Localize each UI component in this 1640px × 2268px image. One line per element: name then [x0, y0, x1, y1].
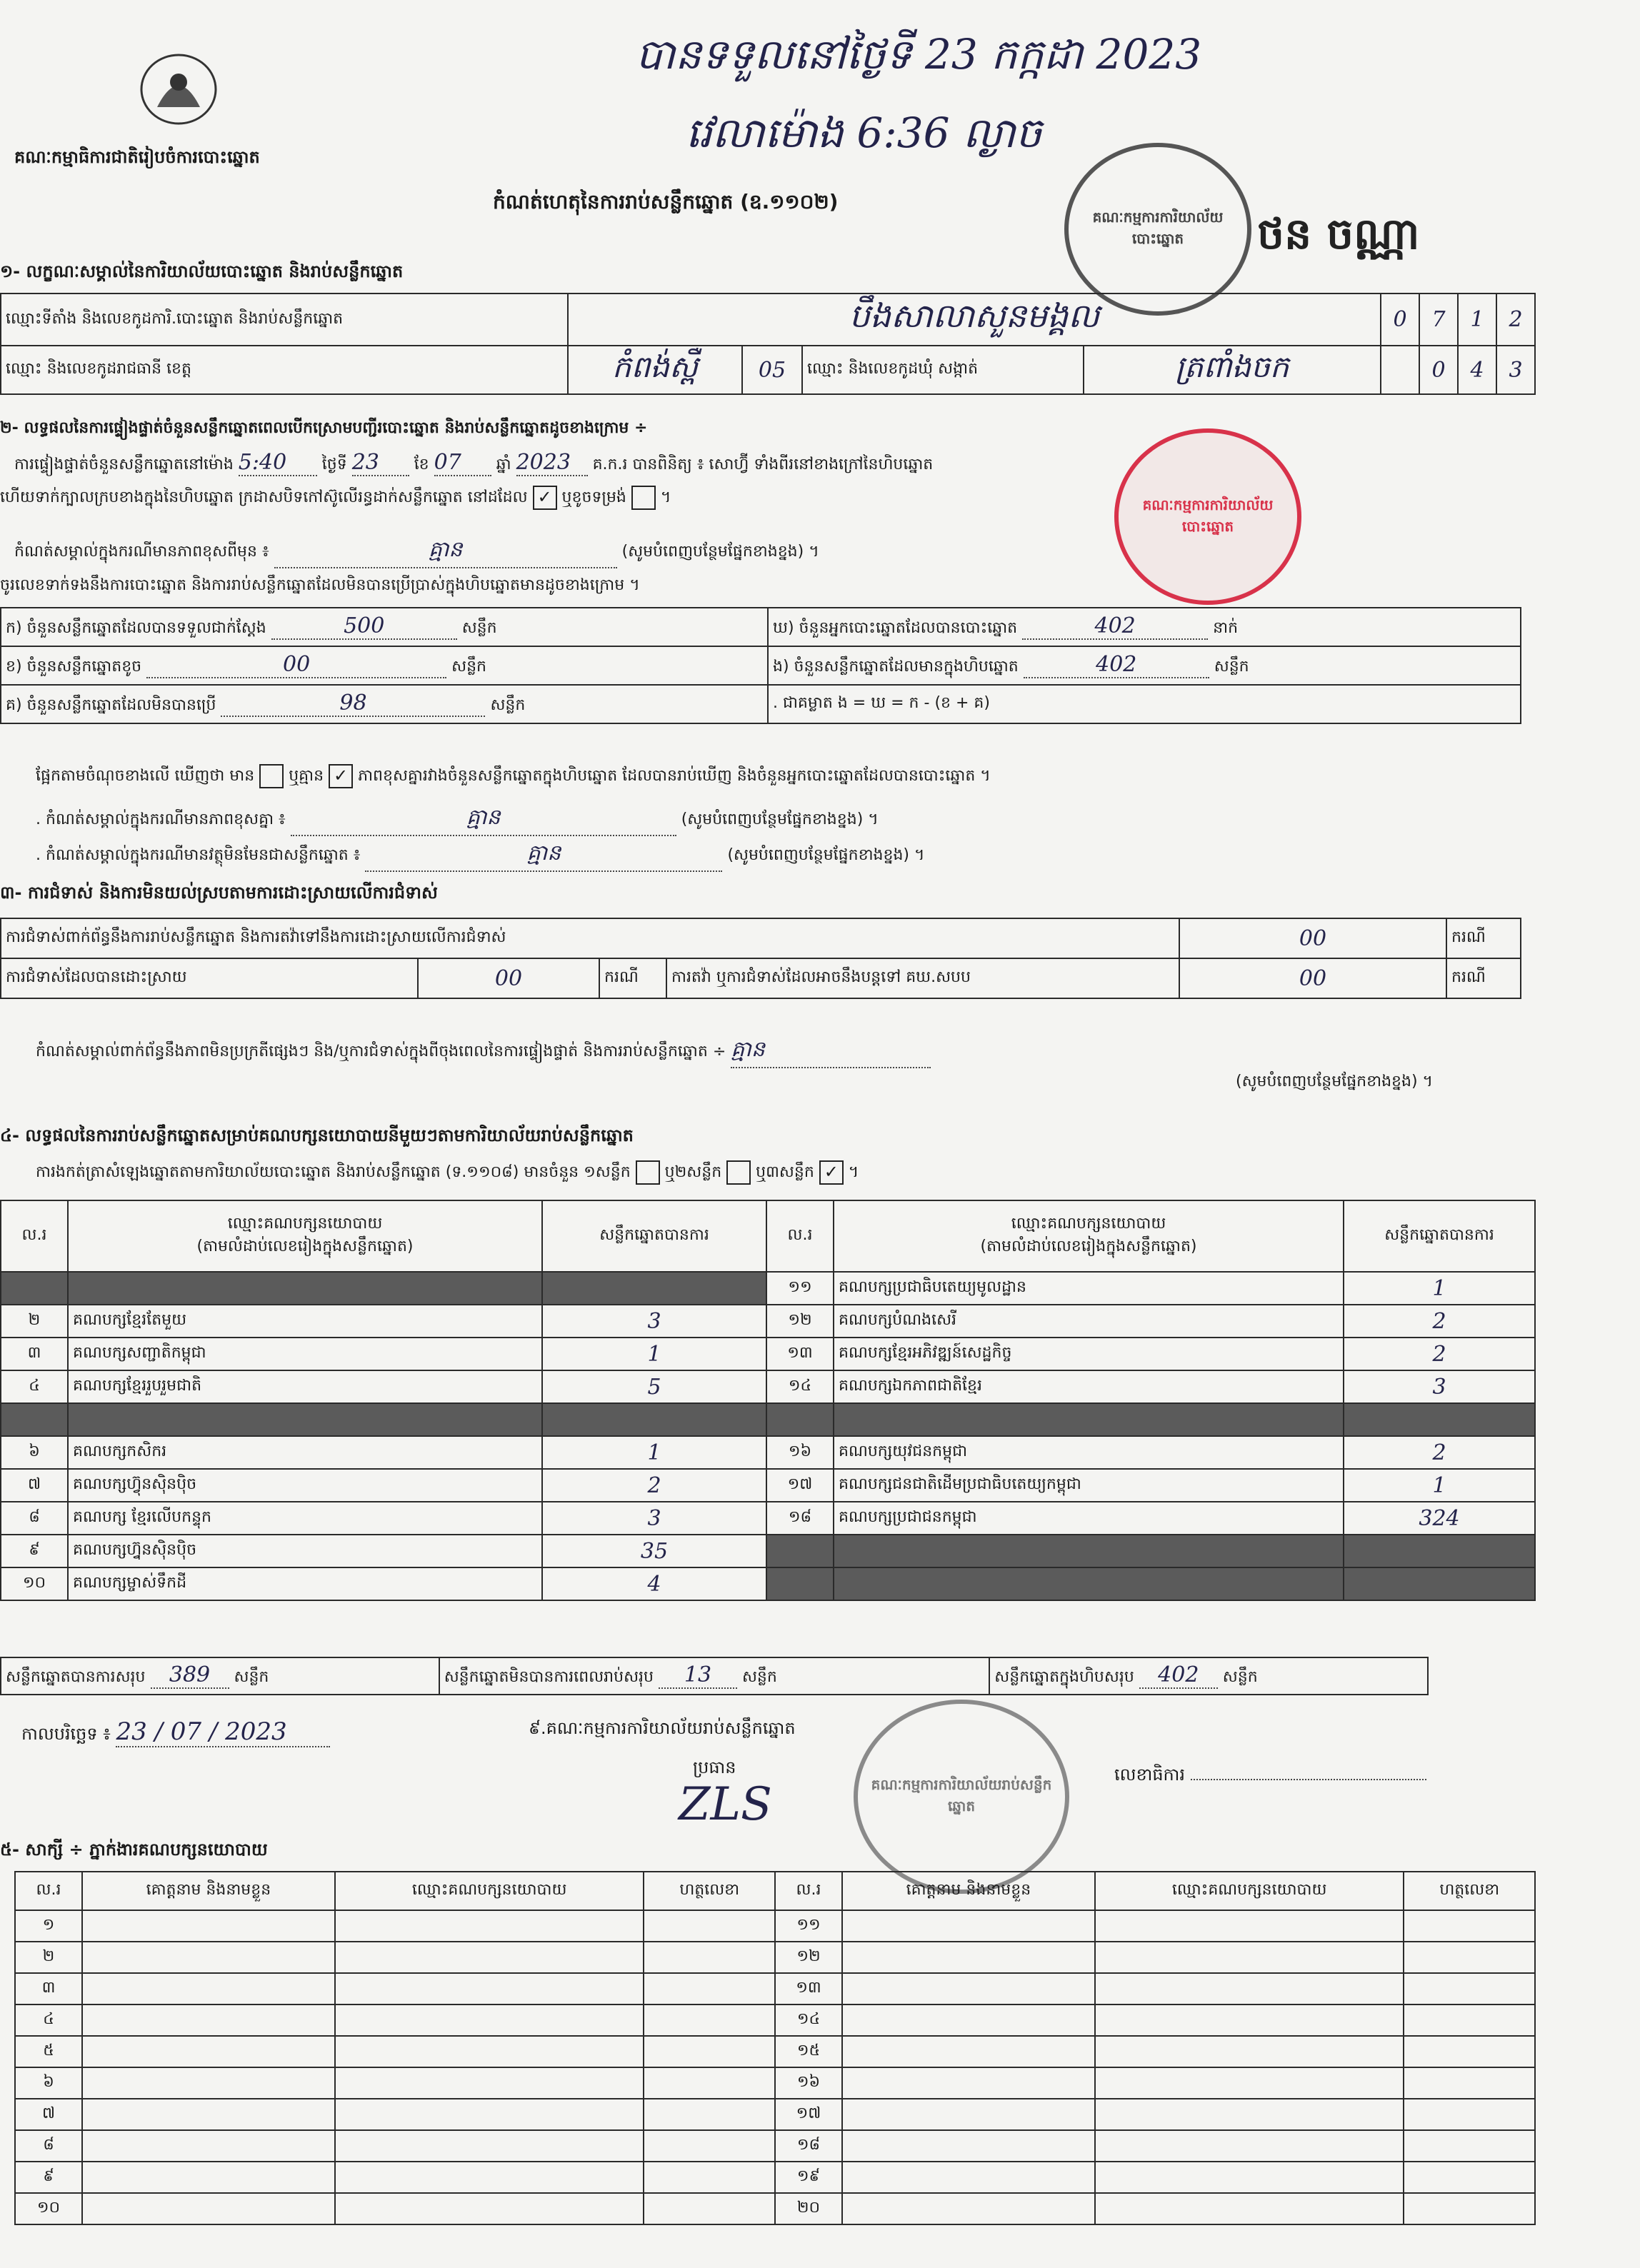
witness-col-no-right: ល.រ [775, 1872, 842, 1910]
objections-value: 00 [1179, 918, 1446, 958]
commune-value: ត្រពាំងចក [1084, 346, 1381, 394]
party-name [68, 1403, 542, 1436]
witness-signature[interactable] [1404, 2193, 1535, 2224]
resolved-label: ការជំទាស់ដែលបានដោះស្រាយ [1, 958, 418, 998]
party-name: គណបក្សឯកភាពជាតិខ្មែរ [834, 1370, 1344, 1403]
witness-no: ៧ [15, 2099, 82, 2130]
witness-signature[interactable] [1404, 2004, 1535, 2036]
party-votes [1344, 1567, 1535, 1600]
party-name: គណបក្សយុវជនកម្ពុជា [834, 1436, 1344, 1469]
witness-party[interactable] [335, 2130, 644, 2162]
witness-row [15, 2099, 1535, 2130]
section3-note: កំណត់សម្គាល់ពាក់ព័ន្ធនឹងភាពមិនប្រក្រតីផ្សេងៗ និង/ឬការជំទាស់ក្នុងពីចុងពេលនៃការផ្ទៀងផ្ទាត់ និងការរាប់សន្លឹកឆ្នោត ÷ គ្មាន [36, 1035, 1607, 1068]
party-no: ៩ [1, 1535, 68, 1567]
witness-no: ៦ [15, 2067, 82, 2099]
official-stamp-red: គណៈកម្មការការិយាល័យបោះឆ្នោត [1114, 428, 1301, 605]
witness-party[interactable] [1095, 2193, 1404, 2224]
party-name: គណបក្ស ខ្មែរលើបកន្ទុក [68, 1502, 542, 1535]
party-votes: 4 [542, 1567, 766, 1600]
witness-party[interactable] [335, 1942, 644, 1973]
party-name: គណបក្សខ្មែរតែមួយ [68, 1305, 542, 1338]
witness-no: ៤ [15, 2004, 82, 2036]
party-name [834, 1403, 1344, 1436]
witness-name[interactable] [82, 2193, 335, 2224]
witness-no: ៨ [15, 2130, 82, 2162]
witness-signature[interactable] [1404, 2067, 1535, 2099]
party-name [834, 1567, 1344, 1600]
party-no [766, 1403, 834, 1436]
committee-label: ៩.គណៈកម្មការការិយាល័យរាប់សន្លឹកឆ្នោត [529, 1718, 796, 1738]
party-no: ៤ [1, 1370, 68, 1403]
witness-party[interactable] [335, 2162, 644, 2193]
witness-party[interactable] [1095, 1973, 1404, 2004]
witness-no: ៩ [15, 2162, 82, 2193]
party-votes: 1 [1344, 1272, 1535, 1305]
party-no [1, 1403, 68, 1436]
witness-name[interactable] [842, 2162, 1095, 2193]
totals-table [0, 1657, 1429, 1695]
section5-heading: ៥- សាក្សី ÷ ភ្នាក់ងារគណបក្សនយោបាយ [0, 1840, 268, 1860]
witness-party[interactable] [1095, 2036, 1404, 2067]
col-votes-left: សន្លឹកឆ្នោតបានការ [542, 1200, 766, 1272]
section2-line2: ហើយទាក់ក្បាលក្របខាងក្នុងនៃហិបឆ្នោត ក្រដាសបិទកៅស៊ូលើរន្ធដាក់សន្លឹកឆ្នោត នៅដដែល ✓ ឬខូចទម្រង់ ។ [0, 486, 671, 510]
ballot-count-table [0, 607, 1521, 724]
party-votes: 2 [1344, 1436, 1535, 1469]
witness-name[interactable] [842, 2130, 1095, 2162]
witness-party[interactable] [335, 2099, 644, 2130]
witness-signature[interactable] [644, 1942, 775, 1973]
party-votes: 35 [542, 1535, 766, 1567]
witness-col-party-right: ឈ្មោះគណបក្សនយោបាយ [1095, 1872, 1404, 1910]
witness-signature[interactable] [1404, 2162, 1535, 2193]
party-no: ១៤ [766, 1370, 834, 1403]
party-no: ១២ [766, 1305, 834, 1338]
witness-signature[interactable] [644, 2162, 775, 2193]
witness-signature[interactable] [1404, 2036, 1535, 2067]
commune-label: ឈ្មោះ និងលេខកូដឃុំ សង្កាត់ [802, 346, 1084, 394]
witness-signature[interactable] [644, 2130, 775, 2162]
col-no-right: ល.រ [766, 1200, 834, 1272]
doc-title: កំណត់ហេតុនៃការរាប់សន្លឹកឆ្នោត (ឧ.១១០២) [493, 190, 839, 214]
party-results-row [1, 1469, 1535, 1502]
section3-note-end: (សូមបំពេញបន្ថែមផ្នែកខាងខ្នង) ។ [1236, 1073, 1434, 1090]
party-name: គណបក្សហ្វ៊ុនស៊ិនប៉ិច [68, 1535, 542, 1567]
col-votes-right: សន្លឹកឆ្នោតបានការ [1344, 1200, 1535, 1272]
section2-line7: . កំណត់សម្គាល់ក្នុងករណីមានវត្ថុមិនមែនជាសន្លឹកឆ្នោត ៖ គ្មាន (សូមបំពេញបន្ថែមផ្នែកខាងខ្នង) ។ [36, 839, 925, 872]
received-ballots: ក) ចំនួនសន្លឹកឆ្នោតដែលបានទទួលជាក់ស្តែង 500 សន្លឹក [1, 608, 768, 646]
witness-no: ១៤ [775, 2004, 842, 2036]
witness-row [15, 1942, 1535, 1973]
col-party-left: ឈ្មោះគណបក្សនយោបាយ (តាមលំដាប់លេខរៀងក្នុងសន្លឹកឆ្នោត) [68, 1200, 542, 1272]
party-name: គណបក្សប្រជាធិបតេយ្យមូលដ្ឋាន [834, 1272, 1344, 1305]
witness-party[interactable] [335, 2067, 644, 2099]
party-results-row [1, 1436, 1535, 1469]
section3-heading: ៣- ការជំទាស់ និងការមិនយល់ស្របតាមការដោះស្រាយលើការជំទាស់ [0, 883, 438, 903]
section2-line3: កំណត់សម្គាល់ក្នុងករណីមានភាពខុសពីមុន ៖ គ្មាន (សូមបំពេញបន្ថែមផ្នែកខាងខ្នង) ។ [14, 536, 819, 568]
witness-table [14, 1871, 1536, 2225]
party-votes: 2 [1344, 1305, 1535, 1338]
party-name [68, 1272, 542, 1305]
witness-party[interactable] [1095, 2067, 1404, 2099]
objections-table [0, 918, 1521, 999]
party-results-row [1, 1272, 1535, 1305]
party-no: ១០ [1, 1567, 68, 1600]
official-stamp-bottom: គណៈកម្មការការិយាល័យរាប់សន្លឹកឆ្នោត [854, 1700, 1069, 1894]
witness-name[interactable] [842, 2036, 1095, 2067]
total-invalid: សន្លឹកឆ្នោតមិនបានការពេលរាប់សរុប 13 សន្លឹក [439, 1657, 990, 1695]
sheets-2-checkbox[interactable] [726, 1160, 751, 1185]
total-valid: សន្លឹកឆ្នោតបានការសរុប 389 សន្លឹក [1, 1657, 439, 1695]
party-votes [1344, 1535, 1535, 1567]
party-no: ៨ [1, 1502, 68, 1535]
party-name: គណបក្សខ្មែរអភិវឌ្ឍន៍សេដ្ឋកិច្ច [834, 1338, 1344, 1370]
commune-code-3: 3 [1496, 346, 1535, 394]
province-code: 05 [742, 346, 802, 394]
party-name: គណបក្សម្ចាស់ទឹកដី [68, 1567, 542, 1600]
resolved-value: 00 [418, 958, 599, 998]
party-name [834, 1535, 1344, 1567]
party-votes: 3 [1344, 1370, 1535, 1403]
party-name: គណបក្សសញ្ជាតិកម្ពុជា [68, 1338, 542, 1370]
witness-name[interactable] [82, 1973, 335, 2004]
party-votes [542, 1272, 766, 1305]
witness-party[interactable] [335, 1973, 644, 2004]
signer-name: ថន ចណ្ណា [1257, 209, 1420, 259]
chair-label: ប្រធាន [693, 1757, 736, 1777]
party-votes: 1 [542, 1338, 766, 1370]
party-name: គណបក្សជនជាតិដើមប្រជាធិបតេយ្យកម្ពុជា [834, 1469, 1344, 1502]
witness-no: ១៩ [775, 2162, 842, 2193]
party-name: គណបក្សបំណងសេរី [834, 1305, 1344, 1338]
section2-line5: ផ្អែកតាមចំណុចខាងលើ ឃើញថា មាន ឬគ្មាន ✓ ភាពខុសគ្នារវាងចំនួនសន្លឹកឆ្នោតក្នុងហិបឆ្នោត ដែលបានរាប់ឃើញ និងចំនួនអ្នកបោះឆ្នោតដែលបានបោះឆ្នោត ។ [36, 764, 991, 788]
party-votes: 5 [542, 1370, 766, 1403]
party-votes [1344, 1403, 1535, 1436]
date-line: កាលបរិច្ឆេទ ៖ 23 / 07 / 2023 [21, 1717, 330, 1748]
witness-name[interactable] [82, 2004, 335, 2036]
witness-no: ១៧ [775, 2099, 842, 2130]
witness-signature[interactable] [1404, 1910, 1535, 1942]
witness-signature[interactable] [644, 2193, 775, 2224]
party-no: ៦ [1, 1436, 68, 1469]
party-results-row [1, 1305, 1535, 1338]
resolved-unit: ករណី [599, 958, 666, 998]
party-results-row [1, 1535, 1535, 1567]
difference-formula: . ជាគម្លាត ង = ឃ = ក - (ខ + គ) [768, 685, 1521, 723]
witness-party[interactable] [335, 1910, 644, 1942]
witness-party[interactable] [1095, 2004, 1404, 2036]
section2-line1: ការផ្ទៀងផ្ទាត់ចំនួនសន្លឹកឆ្នោតនៅម៉ោង 5:40 ថ្ងៃទី 23 ខែ 07 ឆ្នាំ 2023 គ.ក.រ បានពិនិត្យ ៖ សោហ្វ៊ី ទាំងពីរនៅខាងក្រៅនៃហិបឆ្នោត [14, 450, 934, 475]
appeals-value: 00 [1179, 958, 1446, 998]
witness-party[interactable] [335, 2004, 644, 2036]
national-emblem [136, 50, 221, 129]
location-label: ឈ្មោះទីតាំង និងលេខកូដការិ.បោះឆ្នោត និងរាប់សន្លឹកឆ្នោត [1, 293, 568, 346]
party-no [1, 1272, 68, 1305]
witness-name[interactable] [842, 1973, 1095, 2004]
seal-intact-checkbox[interactable]: ✓ [533, 486, 557, 510]
party-no: ៣ [1, 1338, 68, 1370]
location-code-3: 1 [1458, 293, 1496, 346]
section2-heading: ២- លទ្ធផលនៃការផ្ទៀងផ្ទាត់ចំនួនសន្លឹកឆ្នោតពេលបើកស្រោមបញ្ជីរបោះឆ្នោត និងរាប់សន្លឹកឆ្នោតដូចខាងក្រោម ÷ [0, 419, 648, 437]
sheets-1-checkbox[interactable] [636, 1160, 660, 1185]
witness-signature[interactable] [644, 1973, 775, 2004]
witness-no: ៣ [15, 1973, 82, 2004]
handwritten-received-line2: វេលាម៉ោង 6:36 ល្ងាច [686, 109, 1042, 157]
party-no: ១៧ [766, 1469, 834, 1502]
witness-no: ១៦ [775, 2067, 842, 2099]
witness-name[interactable] [82, 1910, 335, 1942]
appeals-unit: ករណី [1446, 958, 1521, 998]
section4-line: ការងកត់ត្រាសំឡេងឆ្នោតតាមការិយាល័យបោះឆ្នោត និងរាប់សន្លឹកឆ្នោត (ទ.១១០៨) មានចំនួន ១សន្លឹក ឬ២សន្លឹក ឬ៣សន្លឹក ✓ ។ [36, 1160, 859, 1185]
witness-signature[interactable] [644, 2099, 775, 2130]
party-results-row [1, 1338, 1535, 1370]
witness-col-sign-right: ហត្ថលេខា [1404, 1872, 1535, 1910]
party-name: គណបក្សកសិករ [68, 1436, 542, 1469]
witness-signature[interactable] [644, 1910, 775, 1942]
location-value: បឹងសាលាសួនមង្គល [568, 293, 1381, 346]
witness-name[interactable] [82, 2162, 335, 2193]
witness-row [15, 2193, 1535, 2224]
witness-signature[interactable] [644, 2036, 775, 2067]
witness-row [15, 2162, 1535, 2193]
witness-name[interactable] [82, 2130, 335, 2162]
witness-signature[interactable] [1404, 1973, 1535, 2004]
witness-party[interactable] [335, 2193, 644, 2224]
witness-row [15, 2004, 1535, 2036]
witness-no: ១២ [775, 1942, 842, 1973]
witness-no: ១ [15, 1910, 82, 1942]
col-no-left: ល.រ [1, 1200, 68, 1272]
witness-col-sign-left: ហត្ថលេខា [644, 1872, 775, 1910]
party-votes [542, 1403, 766, 1436]
difference-yes-checkbox[interactable] [259, 764, 284, 788]
party-votes: 2 [1344, 1338, 1535, 1370]
witness-party[interactable] [1095, 1910, 1404, 1942]
party-votes: 2 [542, 1469, 766, 1502]
party-no: ១៣ [766, 1338, 834, 1370]
witness-col-name-left: គោត្តនាម និងនាមខ្លួន [82, 1872, 335, 1910]
commune-code-1: 0 [1419, 346, 1458, 394]
witness-name[interactable] [842, 2004, 1095, 2036]
section2-line6: . កំណត់សម្គាល់ក្នុងករណីមានភាពខុសគ្នា ៖ គ្មាន (សូមបំពេញបន្ថែមផ្នែកខាងខ្នង) ។ [36, 803, 879, 836]
party-results-row [1, 1567, 1535, 1600]
witness-no: ៥ [15, 2036, 82, 2067]
party-name: គណបក្សហ៊្វុនស៊ិនប៉ិច [68, 1469, 542, 1502]
witness-name[interactable] [842, 1910, 1095, 1942]
witness-row [15, 2130, 1535, 2162]
witness-signature[interactable] [644, 2004, 775, 2036]
witness-name[interactable] [82, 2099, 335, 2130]
unused-ballots: គ) ចំនួនសន្លឹកឆ្នោតដែលមិនបានប្រើ 98 សន្លឹក [1, 685, 768, 723]
party-results-row [1, 1403, 1535, 1436]
section1-heading: ១- លក្ខណៈសម្គាល់នៃការិយាល័យបោះឆ្នោត និងរាប់សន្លឹកឆ្នោត [0, 261, 404, 281]
witness-signature[interactable] [1404, 2099, 1535, 2130]
party-results-table [0, 1200, 1536, 1601]
objections-label: ការជំទាស់ពាក់ព័ន្ធនឹងការរាប់សន្លឹកឆ្នោត និងការតវ៉ាទៅនឹងការដោះស្រាយលើការជំទាស់ [1, 918, 1179, 958]
total-box: សន្លឹកឆ្នោតក្នុងហិបសរុប 402 សន្លឹក [989, 1657, 1428, 1695]
seal-damaged-checkbox[interactable] [631, 486, 656, 510]
party-no: ៧ [1, 1469, 68, 1502]
party-no [766, 1535, 834, 1567]
witness-signature[interactable] [644, 2067, 775, 2099]
commune-code-2: 4 [1458, 346, 1496, 394]
difference-no-checkbox[interactable]: ✓ [329, 764, 353, 788]
party-name: គណបក្សប្រជាជនកម្ពុជា [834, 1502, 1344, 1535]
witness-name[interactable] [82, 2036, 335, 2067]
witness-row [15, 2067, 1535, 2099]
party-votes: 324 [1344, 1502, 1535, 1535]
witness-col-no-left: ល.រ [15, 1872, 82, 1910]
voters-voted: ឃ) ចំនួនអ្នកបោះឆ្នោតដែលបានបោះឆ្នោត 402 នាក់ [768, 608, 1521, 646]
witness-row [15, 2036, 1535, 2067]
witness-party[interactable] [1095, 2130, 1404, 2162]
handwritten-received-line1: បានទទួលនៅថ្ងៃទី 23 កក្កដា 2023 [636, 30, 1202, 79]
province-value: កំពង់ស្ពឺ [568, 346, 742, 394]
ballots-in-box: ង) ចំនួនសន្លឹកឆ្នោតដែលមានក្នុងហិបឆ្នោត 402 សន្លឹក [768, 646, 1521, 685]
org-name: គណៈកម្មាធិការជាតិរៀបចំការបោះឆ្នោត [14, 147, 260, 167]
witness-name[interactable] [82, 2067, 335, 2099]
witness-row [15, 1973, 1535, 2004]
witness-party[interactable] [335, 2036, 644, 2067]
witness-party[interactable] [1095, 2099, 1404, 2130]
witness-name[interactable] [842, 2193, 1095, 2224]
witness-name[interactable] [82, 1942, 335, 1973]
witness-row [15, 1910, 1535, 1942]
location-code-2: 7 [1419, 293, 1458, 346]
witness-name[interactable] [842, 2099, 1095, 2130]
witness-no: ១៥ [775, 2036, 842, 2067]
party-votes: 3 [542, 1305, 766, 1338]
witness-signature[interactable] [1404, 1942, 1535, 1973]
party-no: ១១ [766, 1272, 834, 1305]
party-no: ១៦ [766, 1436, 834, 1469]
witness-name[interactable] [842, 1942, 1095, 1973]
section1-table [0, 293, 1536, 395]
province-label: ឈ្មោះ និងលេខកូដរាជធានី ខេត្ត [1, 346, 568, 394]
witness-no: ១៨ [775, 2130, 842, 2162]
spoiled-ballots: ខ) ចំនួនសន្លឹកឆ្នោតខូច 00 សន្លឹក [1, 646, 768, 685]
witness-no: ២០ [775, 2193, 842, 2224]
party-no: ១៨ [766, 1502, 834, 1535]
witness-col-party-left: ឈ្មោះគណបក្សនយោបាយ [335, 1872, 644, 1910]
witness-party[interactable] [1095, 2162, 1404, 2193]
party-name: គណបក្សខ្មែររួបរួមជាតិ [68, 1370, 542, 1403]
secretary-line: លេខាធិការ [1114, 1764, 1426, 1789]
party-results-row [1, 1370, 1535, 1403]
sheets-3-checkbox[interactable]: ✓ [819, 1160, 844, 1185]
chair-signature: ZLS [679, 1778, 772, 1831]
witness-signature[interactable] [1404, 2130, 1535, 2162]
witness-no: ១០ [15, 2193, 82, 2224]
party-votes: 3 [542, 1502, 766, 1535]
witness-party[interactable] [1095, 1942, 1404, 1973]
party-no: ២ [1, 1305, 68, 1338]
col-party-right: ឈ្មោះគណបក្សនយោបាយ (តាមលំដាប់លេខរៀងក្នុងសន្លឹកឆ្នោត) [834, 1200, 1344, 1272]
party-votes: 1 [1344, 1469, 1535, 1502]
section2-line4: ចូរលេខទាក់ទងនឹងការបោះឆ្នោត និងការរាប់សន្លឹកឆ្នោតដែលមិនបានប្រើប្រាស់ក្នុងហិបឆ្នោតមានដូចខាងក្រោម ។ [0, 576, 640, 594]
witness-col-name-right: គោត្តនាម និងនាមខ្លួន [842, 1872, 1095, 1910]
witness-no: ១១ [775, 1910, 842, 1942]
party-votes: 1 [542, 1436, 766, 1469]
party-no [766, 1567, 834, 1600]
objections-unit: ករណី [1446, 918, 1521, 958]
party-results-row [1, 1502, 1535, 1535]
official-stamp-top: គណៈកម្មការការិយាល័យបោះឆ្នោត [1064, 143, 1251, 316]
appeals-label: ការតវ៉ា ឬការជំទាស់ដែលអាចនឹងបន្តទៅ គឃ.សបប [666, 958, 1179, 998]
witness-name[interactable] [842, 2067, 1095, 2099]
witness-no: ២ [15, 1942, 82, 1973]
location-code-4: 2 [1496, 293, 1535, 346]
location-code-1: 0 [1381, 293, 1419, 346]
section4-heading: ៤- លទ្ធផលនៃការរាប់សន្លឹកឆ្នោតសម្រាប់គណបក្សនយោបាយនីមួយៗតាមការិយាល័យរាប់សន្លឹកឆ្នោត [0, 1125, 634, 1145]
witness-no: ១៣ [775, 1973, 842, 2004]
